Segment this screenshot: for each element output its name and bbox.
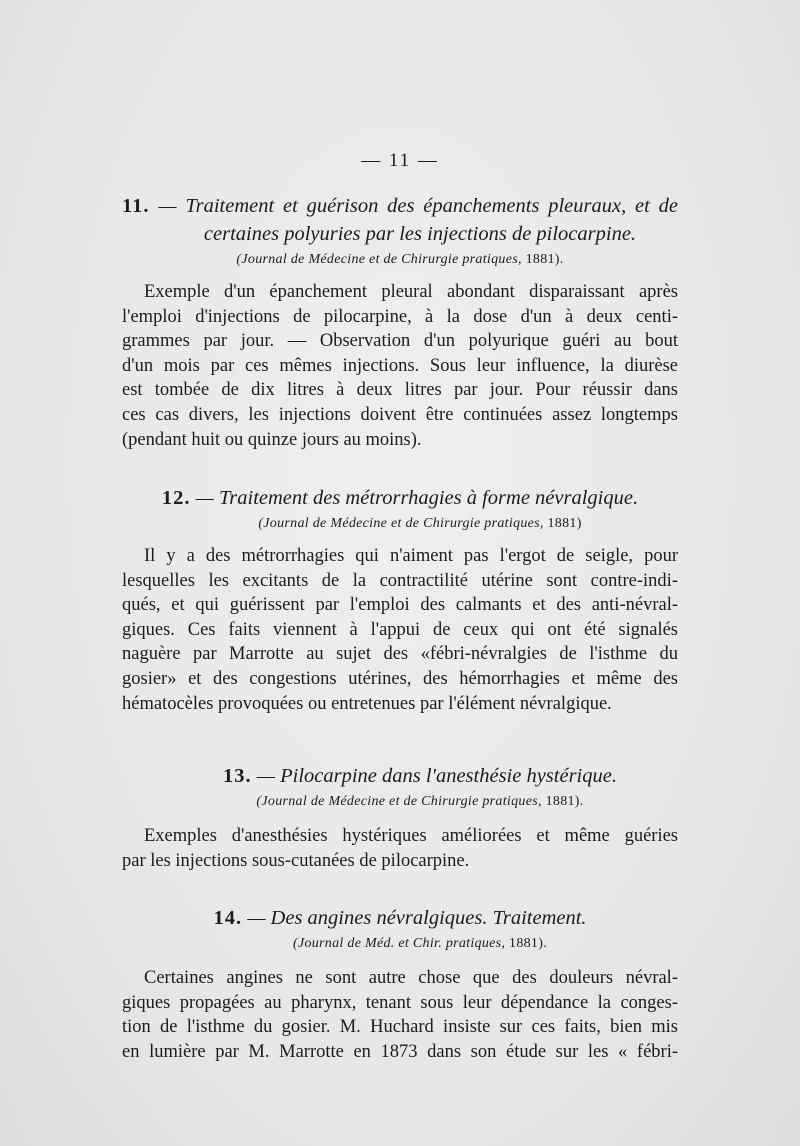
section-13	[122, 762, 678, 873]
paragraph-line: hématocèles provoquées ou entretenues par l'élément névralgique.	[122, 693, 612, 714]
paragraph-line: Exemples d'anesthésies hystériques améliorées et même guéries	[144, 826, 678, 846]
section-heading	[122, 484, 678, 512]
section-number: 11.	[122, 195, 150, 217]
section-source	[122, 936, 678, 952]
page-number: — 11 —	[361, 150, 439, 171]
section-paragraph	[122, 544, 678, 716]
source-journal: (Journal de Médecine et de Chirurgie pratiques,	[256, 794, 542, 809]
paragraph-line: ces cas divers, les injections doivent être continuées assez longtemps	[122, 404, 678, 425]
paragraph-line: par les injections sous-cutanées de pilocarpine.	[122, 850, 470, 871]
paragraph-line: en lumière par M. Marrotte en 1873 dans son étude sur les « fébri-	[122, 1041, 678, 1062]
section-title-line2: certaines polyuries par les injections de pilocarpine.	[203, 223, 637, 245]
section-source	[122, 252, 678, 268]
source-journal: (Journal de Médecine et de Chirurgie pratiques,	[236, 252, 522, 267]
source-year: 1881)	[547, 516, 582, 531]
section-number: 14.	[213, 907, 243, 929]
paragraph-line: naguère par Marrotte au sujet des «fébri-névralgies de l'isthme du	[122, 644, 678, 665]
paragraph-line: gosier» et des congestions utérines, des hémorrhagies et même des	[122, 668, 678, 689]
paragraph-line: giques. Ces faits viennent à l'appui de ceux qui ont été signalés	[122, 619, 678, 640]
section-heading	[122, 762, 678, 790]
section-number: 13.	[223, 765, 252, 787]
paragraph-line: Exemple d'un épanchement pleural abondant disparaissant après	[144, 282, 678, 302]
section-11	[122, 192, 678, 452]
section-14	[122, 904, 678, 1064]
section-heading	[122, 904, 678, 932]
source-year: 1881).	[525, 252, 564, 267]
paragraph-line: l'emploi d'injections de pilocarpine, à la dose d'un à deux centi-	[122, 306, 678, 327]
paragraph-line: tion de l'isthme du gosier. M. Huchard insiste sur ces faits, bien mis	[122, 1017, 678, 1038]
paragraph-line: Il y a des métrorrhagies qui n'aiment pas l'ergot de seigle, pour	[144, 546, 678, 566]
section-heading	[122, 192, 678, 248]
source-journal: (Journal de Médecine et de Chirurgie pratiques,	[258, 516, 544, 531]
section-title: — Pilocarpine dans l'anesthésie hystérique.	[256, 765, 617, 787]
paragraph-line: d'un mois par ces mêmes injections. Sous leur influence, la diurèse	[122, 355, 678, 376]
section-source	[122, 794, 678, 810]
paragraph-line: Certaines angines ne sont autre chose que des douleurs névral-	[144, 968, 678, 988]
paragraph-line: lesquelles les excitants de la contractilité utérine sont contre-indi-	[122, 570, 678, 591]
section-title: — Traitement des métrorrhagies à forme névralgique.	[195, 487, 639, 509]
section-paragraph	[122, 824, 678, 873]
section-title: — Des angines névralgiques. Traitement.	[247, 907, 587, 929]
paragraph-line: (pendant huit ou quinze jours au moins).	[122, 429, 422, 450]
section-number: 12.	[161, 487, 191, 509]
section-source	[122, 516, 678, 532]
paragraph-line: giques propagées au pharynx, tenant sous leur dépendance la conges-	[122, 992, 678, 1013]
section-12	[122, 484, 678, 716]
section-paragraph	[122, 966, 678, 1064]
paragraph-line: grammes par jour. — Observation d'un polyurique guéri au bout	[122, 331, 678, 352]
paragraph-line: est tombée de dix litres à deux litres par jour. Pour réussir dans	[122, 380, 678, 401]
source-year: 1881).	[545, 794, 584, 809]
section-paragraph	[122, 280, 678, 452]
source-journal: (Journal de Méd. et Chir. pratiques,	[292, 936, 506, 951]
paragraph-line: qués, et qui guérissent par l'emploi des calmants et des anti-névral-	[122, 595, 678, 616]
section-title: — Traitement et guérison des épanchements pleuraux, et de	[158, 195, 678, 217]
source-year: 1881).	[509, 936, 547, 951]
